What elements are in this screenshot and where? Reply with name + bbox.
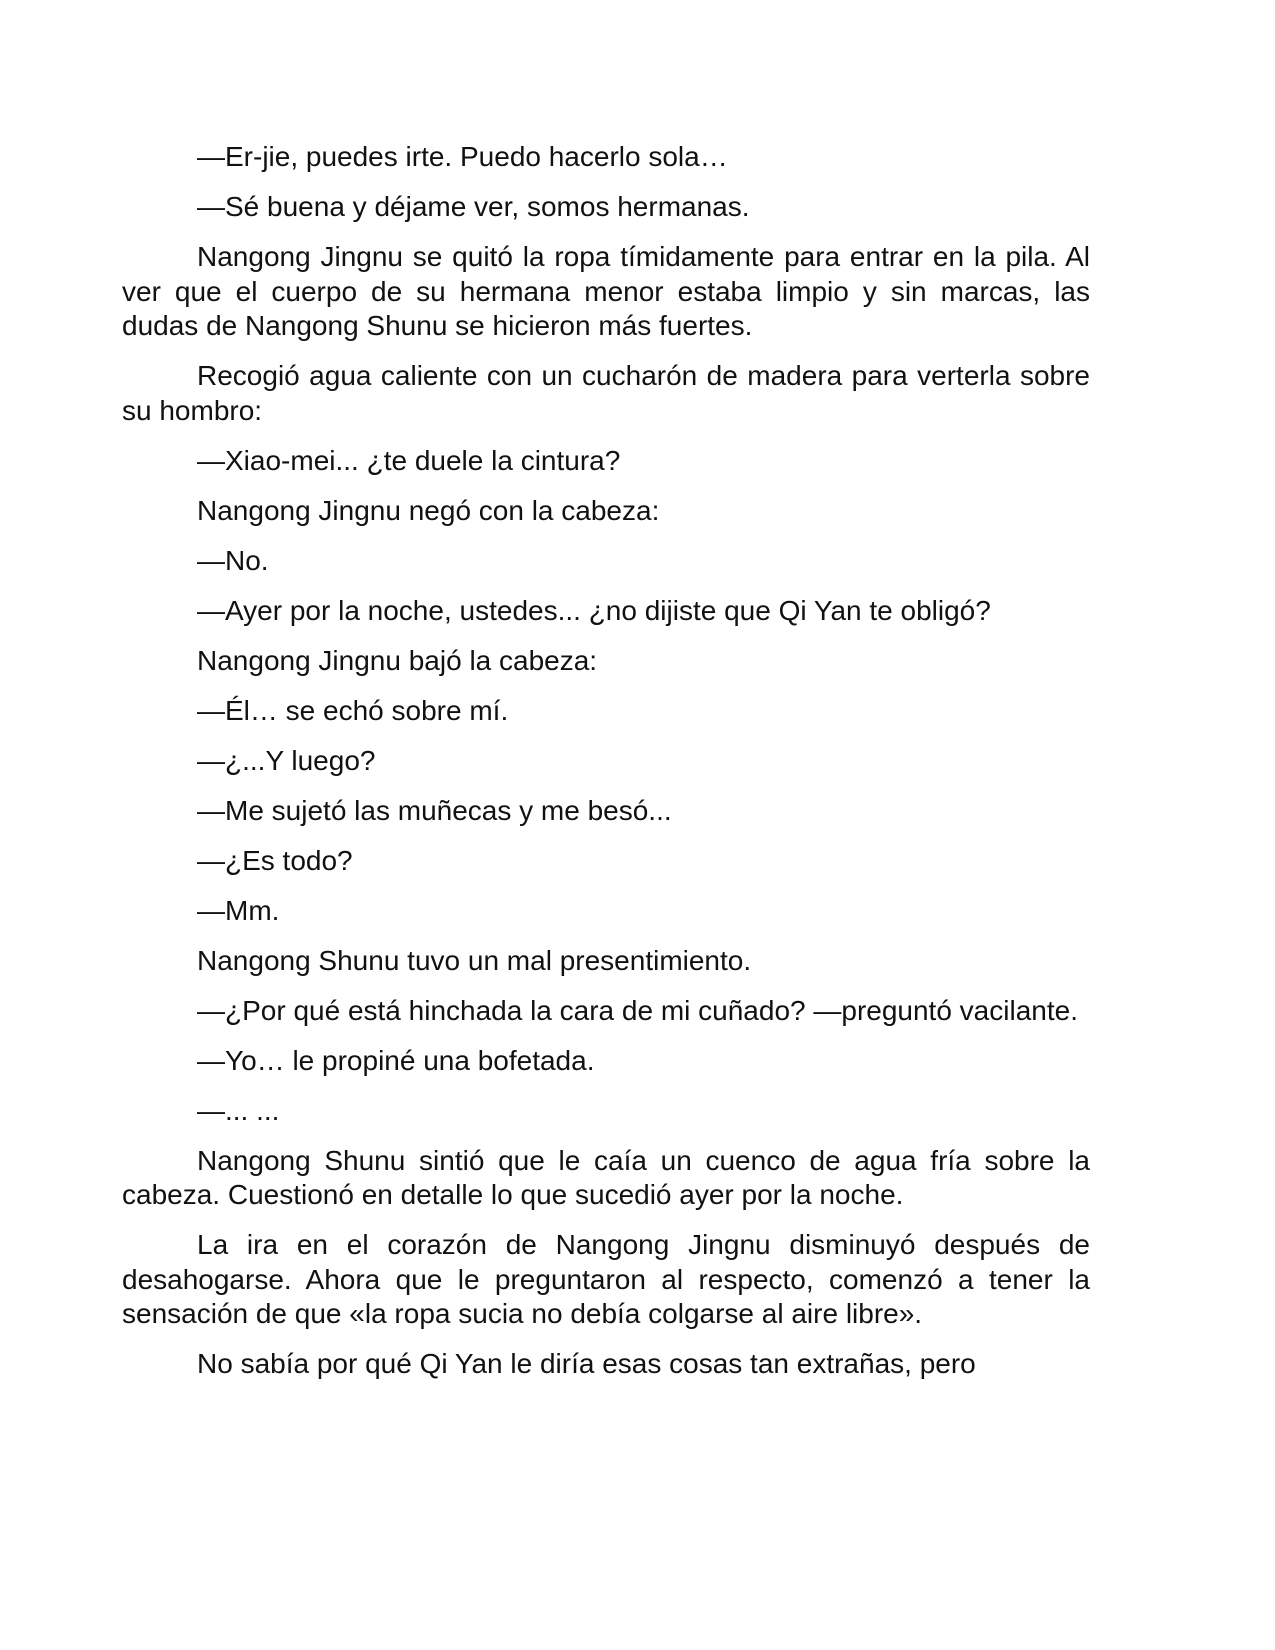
paragraph: —No. bbox=[197, 544, 269, 576]
paragraph: —Ayer por la noche, ustedes... ¿no dijiste que Qi Yan te obligó? bbox=[197, 594, 991, 626]
paragraph: —Él… se echó sobre mí. bbox=[197, 694, 509, 726]
paragraph: Recogió agua caliente con un cucharón de madera para verterla sobre su hombro: bbox=[122, 360, 1090, 426]
paragraph: Nangong Jingnu negó con la cabeza: bbox=[197, 494, 660, 526]
paragraph: —Sé buena y déjame ver, somos hermanas. bbox=[197, 191, 750, 222]
paragraph: —Er-jie, puedes irte. Puedo hacerlo sola… bbox=[197, 141, 728, 172]
paragraph: Nangong Shunu tuvo un mal presentimiento. bbox=[197, 944, 752, 976]
paragraph: No sabía por qué Qi Yan le diría esas cosas tan extrañas, pero bbox=[197, 1348, 976, 1379]
paragraph: —... ... bbox=[197, 1094, 280, 1126]
paragraph: —Me sujetó las muñecas y me besó... bbox=[197, 794, 672, 826]
paragraph: La ira en el corazón de Nangong Jingnu disminuyó después de desahogarse. Ahora que le preguntaron al respecto, comenzó a tener la sensación de que «la ropa sucia no debía colgarse al aire libre». bbox=[122, 1229, 1090, 1329]
document-page bbox=[122, 140, 1090, 1397]
paragraph: —Xiao-mei... ¿te duele la cintura? bbox=[197, 444, 621, 476]
paragraph: Nangong Shunu sintió que le caía un cuenco de agua fría sobre la cabeza. Cuestionó en detalle lo que sucedió ayer por la noche. bbox=[122, 1144, 1090, 1210]
paragraph: Nangong Jingnu bajó la cabeza: bbox=[197, 644, 598, 676]
paragraph: Nangong Jingnu se quitó la ropa tímidamente para entrar en la pila. Al ver que el cuerpo de su hermana menor estaba limpio y sin marcas, las dudas de Nangong Shunu se hicieron más fuertes. bbox=[122, 241, 1090, 341]
paragraph: —¿Por qué está hinchada la cara de mi cuñado? —preguntó vacilante. bbox=[197, 994, 1078, 1026]
paragraph: —Mm. bbox=[197, 894, 280, 926]
paragraph: —¿Es todo? bbox=[197, 844, 353, 876]
paragraph: —¿...Y luego? bbox=[197, 744, 376, 776]
paragraph: —Yo… le propiné una bofetada. bbox=[197, 1044, 595, 1076]
